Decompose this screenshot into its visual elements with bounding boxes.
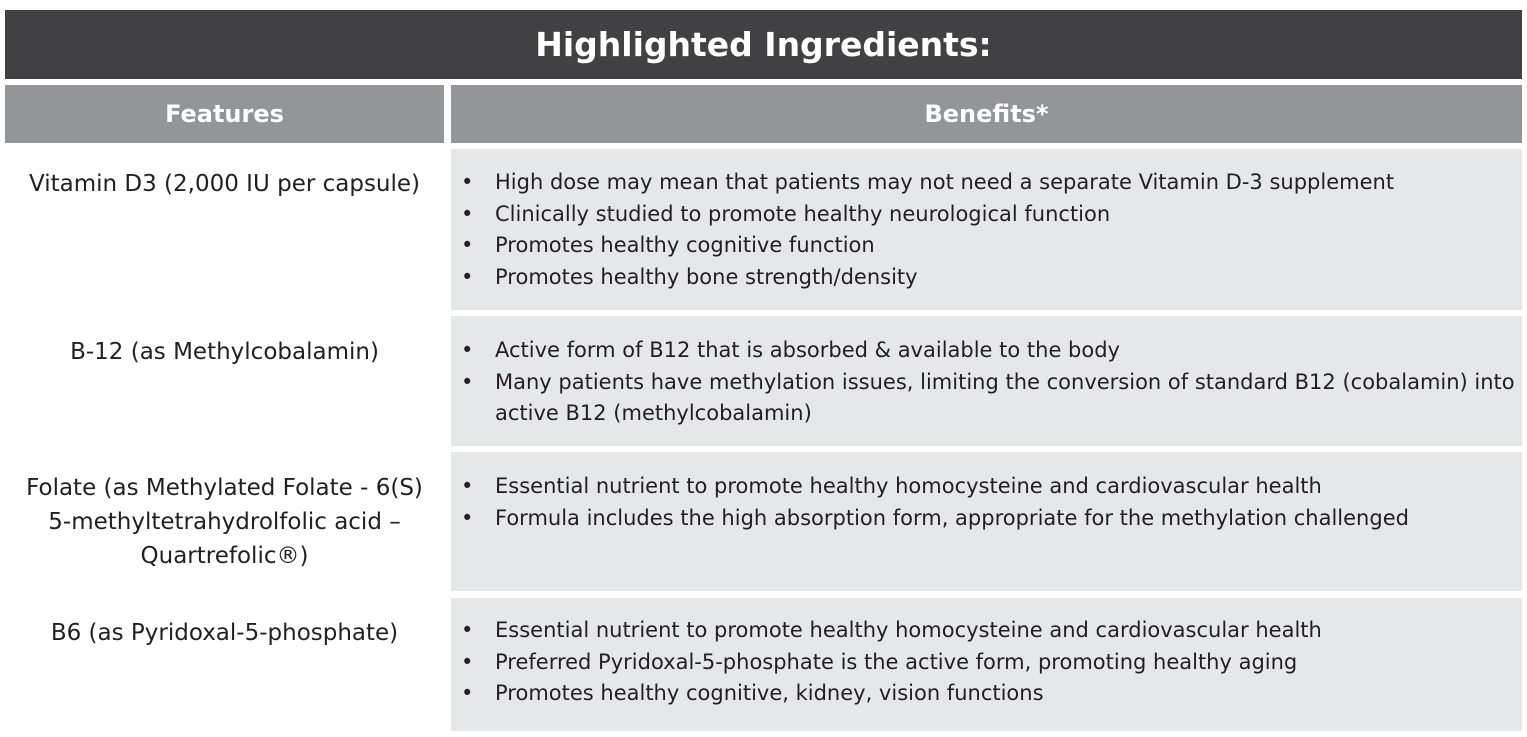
bullet-icon: • (461, 264, 474, 289)
bullet-icon: • (461, 201, 474, 226)
benefits-column-header: Benefits* (451, 85, 1522, 143)
bullet-icon: • (461, 369, 474, 394)
feature-cell: B6 (as Pyridoxal-5-phosphate) (50, 620, 399, 646)
benefits-list (451, 167, 1522, 293)
benefits-cell (451, 149, 1522, 310)
benefit-item: • Clinically studied to promote healthy neurological function (451, 199, 1522, 231)
feature-cell: Vitamin D3 (2,000 IU per capsule) (28, 171, 421, 197)
benefits-cell (451, 316, 1522, 446)
benefits-list (451, 615, 1522, 710)
feature-cell: B-12 (as Methylcobalamin) (70, 339, 379, 365)
bullet-icon: • (461, 649, 474, 674)
benefit-item: • Formula includes the high absorption form, appropriate for the methylation challenged (451, 503, 1522, 535)
benefit-item: • Promotes healthy cognitive function (451, 230, 1522, 262)
bullet-icon: • (461, 338, 474, 362)
benefits-cell (451, 452, 1522, 591)
benefits-cell (451, 598, 1522, 731)
benefit-item: • High dose may mean that patients may not need a separate Vitamin D-3 supplement (451, 167, 1522, 199)
benefits-list (451, 335, 1522, 430)
benefit-item: • Preferred Pyridoxal-5-phosphate is the active form, promoting healthy aging (451, 647, 1522, 679)
features-column-header: Features (5, 85, 444, 143)
benefit-item: • Active form of B12 that is absorbed & available to the body (451, 335, 1522, 367)
bullet-icon: • (461, 681, 474, 705)
benefit-item: • Promotes healthy bone strength/density (451, 262, 1522, 294)
table-title: Highlighted Ingredients: (5, 10, 1522, 79)
benefits-list (451, 471, 1522, 534)
feature-cell: Folate (as Methylated Folate - 6(S) 5-methyltetrahydrolfolic acid – Quartrefolic®) (26, 475, 423, 569)
benefit-item: • Many patients have methylation issues, limiting the conversion of standard B12 (cobalamin) into active B12 (methylcobalamin) (451, 367, 1522, 430)
bullet-icon: • (461, 505, 474, 530)
benefit-item: • Essential nutrient to promote healthy homocysteine and cardiovascular health (451, 471, 1522, 503)
benefit-item: • Essential nutrient to promote healthy homocysteine and cardiovascular health (451, 615, 1522, 647)
benefit-item: • Promotes healthy cognitive, kidney, vision functions (451, 678, 1522, 710)
bullet-icon: • (461, 170, 474, 194)
bullet-icon: • (461, 618, 474, 642)
bullet-icon: • (461, 474, 474, 498)
bullet-icon: • (461, 233, 474, 257)
